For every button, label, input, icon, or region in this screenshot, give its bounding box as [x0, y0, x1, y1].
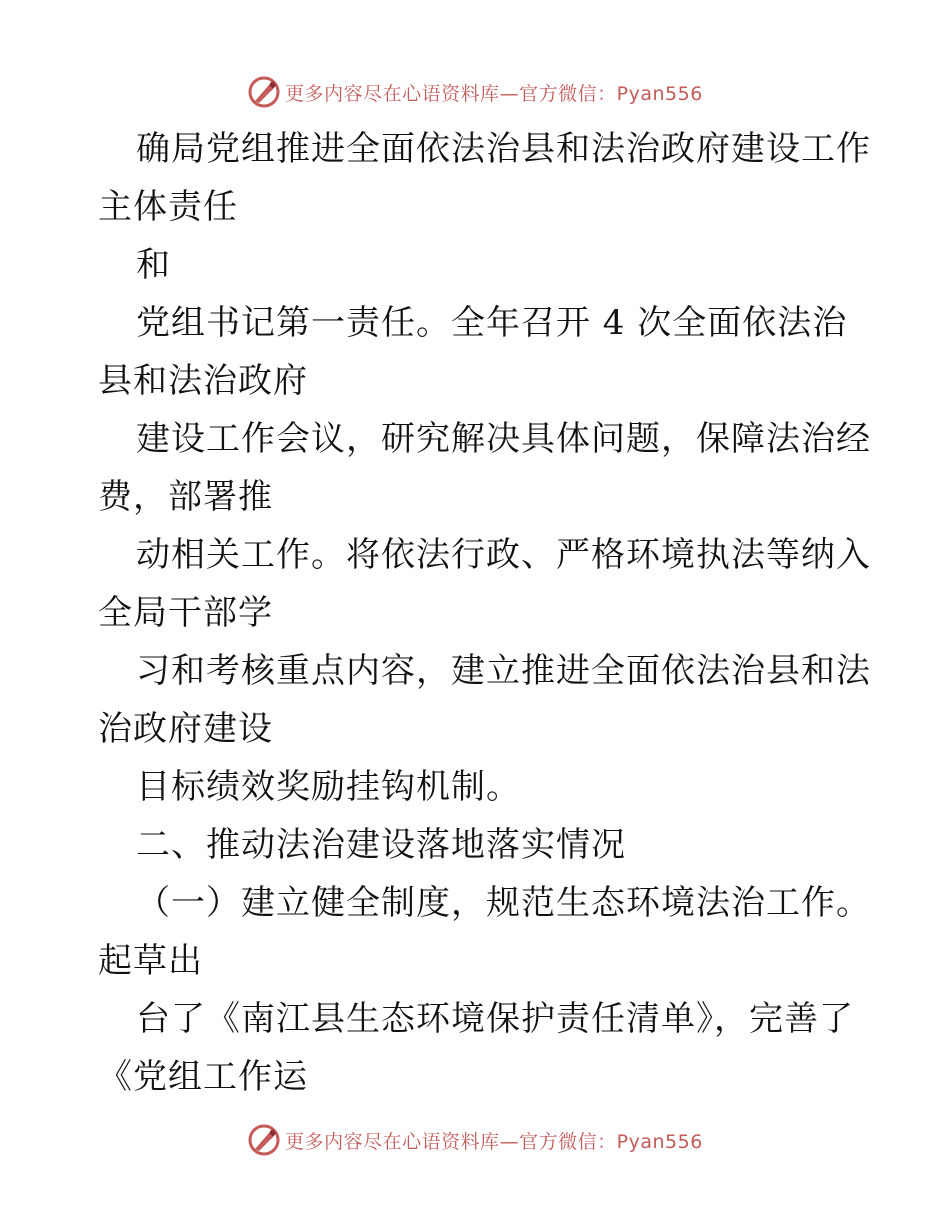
text-line: 《党组工作运 [98, 1057, 308, 1097]
section-heading: 二、推动法治建设落地落实情况 [136, 825, 626, 865]
text-line: 费，部署推 [98, 477, 273, 517]
text-line: 台了《南江县生态环境保护责任清单》，完善了 [136, 999, 854, 1039]
text-line: 目标绩效奖励挂钩机制。 [136, 767, 521, 807]
text-line: 确局党组推进全面依法治县和法治政府建设工作 [136, 129, 871, 169]
document-body [98, 120, 871, 1106]
pen-logo-icon [247, 75, 281, 109]
watermark-text: 更多内容尽在心语资料库—官方微信：Pyan556 [285, 82, 703, 105]
text-line: 起草出 [98, 941, 203, 981]
text-line: 治政府建设 [98, 709, 273, 749]
watermark-text: 更多内容尽在心语资料库—官方微信：Pyan556 [285, 1130, 703, 1153]
text-line: 和 [136, 245, 171, 285]
text-line: 全局干部学 [98, 593, 273, 633]
text-line: 动相关工作。将依法行政、严格环境执法等纳入 [136, 535, 871, 575]
text-line: 主体责任 [98, 187, 238, 227]
subsection-heading: （一）建立健全制度，规范生态环境法治工作。 [136, 883, 871, 923]
watermark-footer [0, 1120, 950, 1160]
text-line: 县和法治政府 [98, 361, 308, 401]
pen-logo-icon [247, 1123, 281, 1157]
text-line: 习和考核重点内容，建立推进全面依法治县和法 [136, 651, 871, 691]
watermark-header [0, 72, 950, 112]
text-line: 建设工作会议，研究解决具体问题，保障法治经 [136, 419, 871, 459]
text-line: 党组书记第一责任。全年召开 4 次全面依法治 [136, 303, 848, 343]
